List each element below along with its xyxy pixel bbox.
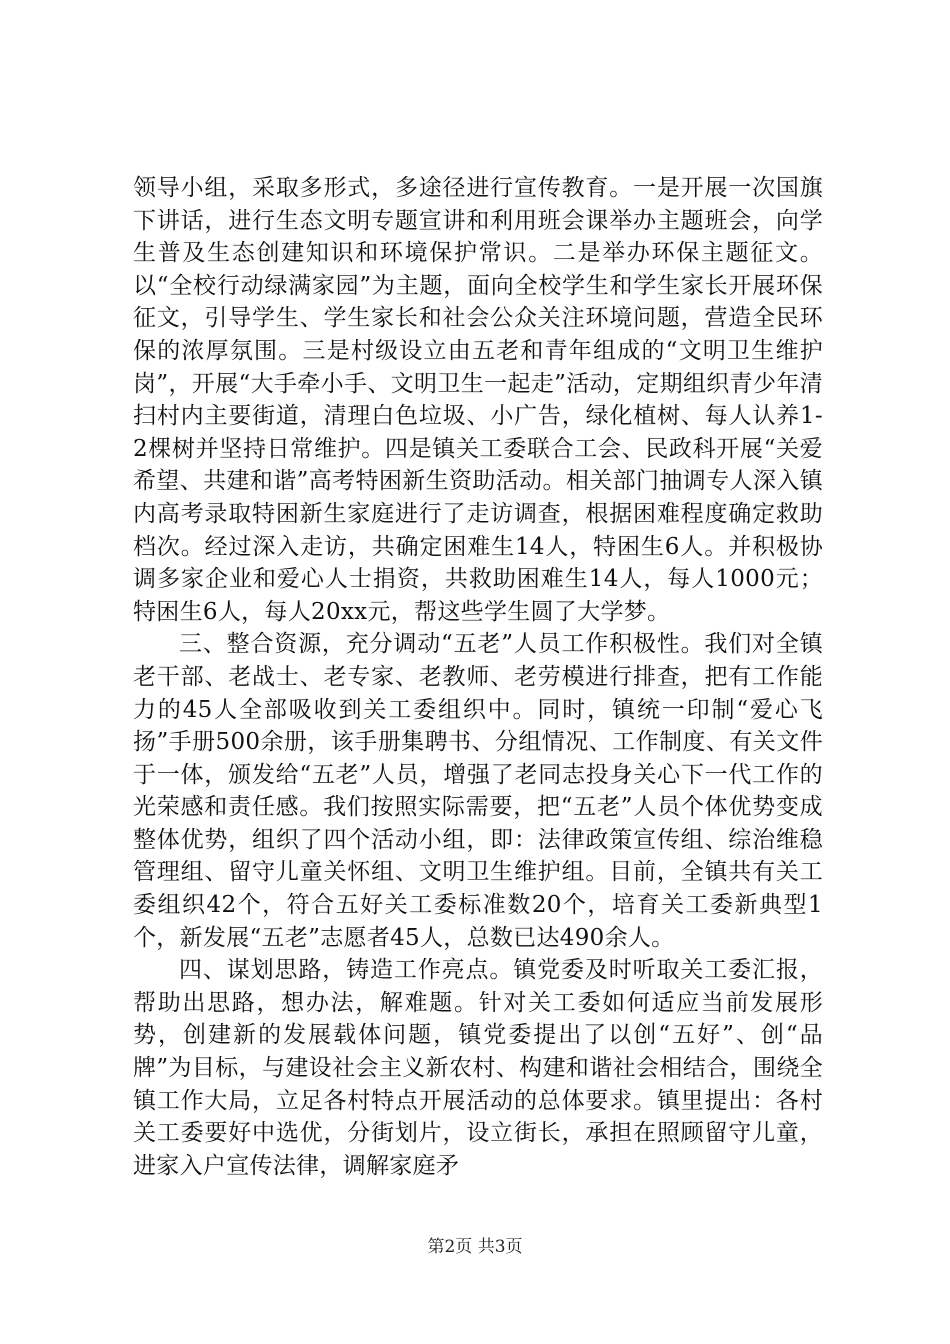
paragraph-section-four: 四、谋划思路，铸造工作亮点。镇党委及时听取关工委汇报，帮助出思路，想办法，解难题。针对关工委如何适应当前发展形势，创建新的发展载体问题，镇党委提出了以创“五好”、创“品牌”为目标，与建设社会主义新农村、构建和谐社会相结合，围绕全镇工作大局，立足各村特点开展活动的总体要求。镇里提出：各村关工委要好中选优，分街划片，设立街长，承担在照顾留守儿童，进家入户宣传法律，调解家庭矛 (133, 957, 823, 1179)
paragraph-continuation: 领导小组，采取多形式，多途径进行宣传教育。一是开展一次国旗下讲话，进行生态文明专题宣讲和利用班会课举办主题班会，向学生普及生态创建知识和环境保护常识。二是举办环保主题征文。以“全校行动绿满家园”为主题，面向全校学生和学生家长开展环保征文，引导学生、学生家长和社会公众关注环境问题，营造全民环保的浓厚氛围。三是村级设立由五老和青年组成的“文明卫生维护岗”，开展“大手牵小手、文明卫生一起走”活动，定期组织青少年清扫村内主要街道，清理白色垃圾、小广告，绿化植树、每人认养1-2棵树并坚持日常维护。四是镇关工委联合工会、民政科开展“关爱希望、共建和谐”高考特困新生资助活动。相关部门抽调专人深入镇内高考录取特困新生家庭进行了走访调查，根据困难程度确定救助档次。经过深入走访，共确定困难生14人，特困生6人。并积极协调多家企业和爱心人士捐资，共救助困难生14人，每人1000元；特困生6人，每人20xx元，帮这些学生圆了大学梦。 (133, 175, 823, 625)
page-number-footer: 第2页 共3页 (427, 1237, 523, 1257)
document-body (133, 172, 823, 1182)
paragraph-section-three: 三、整合资源，充分调动“五老”人员工作积极性。我们对全镇老干部、老战士、老专家、老教师、老劳模进行排查，把有工作能力的45人全部吸收到关工委组织中。同时，镇统一印制“爱心飞扬”手册500余册，该手册集聘书、分组情况、工作制度、有关文件于一体，颁发给“五老”人员，增强了老同志投身关心下一代工作的光荣感和责任感。我们按照实际需要，把“五老”人员个体优势变成整体优势，组织了四个活动小组，即：法律政策宣传组、综治维稳管理组、留守儿童关怀组、文明卫生维护组。目前，全镇共有关工委组织42个，符合五好关工委标准数20个，培育关工委新典型1个，新发展“五老”志愿者45人，总数已达490余人。 (133, 631, 823, 951)
